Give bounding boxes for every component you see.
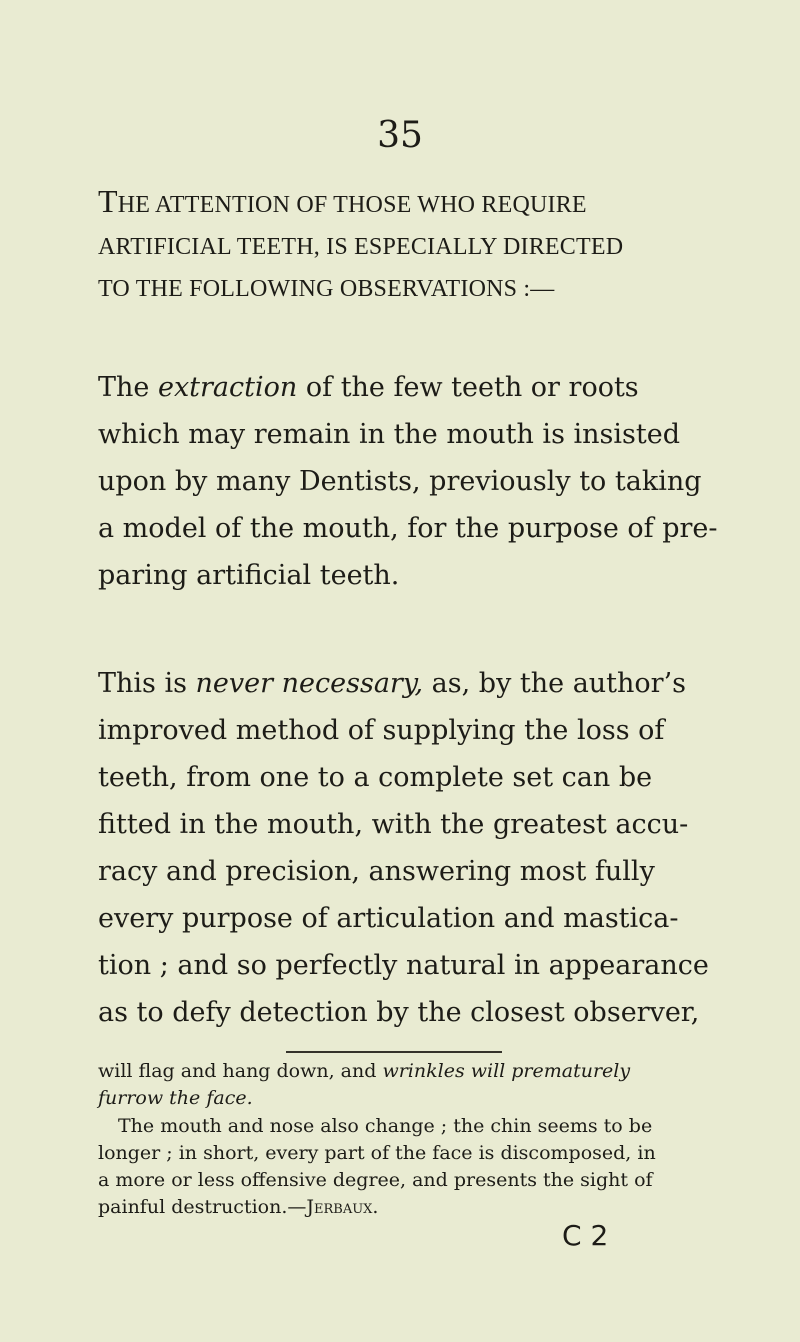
paragraph-line: improved method of supplying the loss of — [98, 715, 665, 746]
signature-mark: C 2 — [562, 1219, 609, 1252]
text-segment: of the few teeth or roots — [297, 372, 639, 403]
paragraph-line: fitted in the mouth, with the greatest accu- — [98, 809, 689, 840]
heading-line-2: ARTIFICIAL TEETH, IS ESPECIALLY DIRECTED — [98, 234, 624, 260]
paragraph-line — [98, 660, 738, 707]
footnote-line: longer ; in short, every part of the face is discomposed, in — [98, 1142, 656, 1164]
footnote-line — [98, 1058, 738, 1085]
paragraph-line: a model of the mouth, for the purpose of pre- — [98, 513, 718, 544]
footnote-line — [98, 1194, 738, 1221]
page-number: 35 — [377, 115, 423, 156]
text-segment: painful destruction.— — [98, 1196, 307, 1218]
text-segment: This is — [98, 668, 196, 699]
paragraph-line: which may remain in the mouth is insisted — [98, 419, 680, 450]
paragraph-line: upon by many Dentists, previously to taking — [98, 466, 702, 497]
footnote-author: Jerbaux. — [306, 1196, 379, 1218]
paragraph-line: paring artificial teeth. — [98, 560, 400, 591]
paragraph-extraction — [98, 364, 738, 599]
paragraph-line — [98, 364, 738, 411]
paragraph-line: every purpose of articulation and mastica- — [98, 903, 679, 934]
italic-emphasis: wrinkles will prematurely — [382, 1060, 631, 1082]
paragraph-line: racy and precision, answering most fully — [98, 856, 655, 887]
footnote-line: a more or less offensive degree, and presents the sight of — [98, 1169, 653, 1191]
paragraph-never-necessary — [98, 660, 738, 1036]
footnote-line — [98, 1085, 738, 1112]
paragraph-line: teeth, from one to a complete set can be — [98, 762, 653, 793]
italic-emphasis: extraction — [157, 372, 298, 403]
text-segment: will flag and hang down, and — [98, 1060, 383, 1082]
heading-line-1 — [98, 180, 738, 226]
footnote-line: The mouth and nose also change ; the chin seems to be — [118, 1115, 653, 1137]
paragraph-line: as to defy detection by the closest observer, — [98, 997, 700, 1028]
heading-line-1-text: HE ATTENTION OF THOSE WHO REQUIRE — [117, 192, 587, 218]
text-segment: The — [98, 372, 158, 403]
section-heading — [98, 180, 738, 310]
footnote-continuation — [98, 1058, 738, 1112]
text-segment: as, by the author’s — [423, 668, 687, 699]
heading-initial: T — [98, 183, 118, 219]
italic-emphasis: furrow the face. — [98, 1087, 253, 1109]
italic-emphasis: never necessary, — [195, 668, 424, 699]
paragraph-line: tion ; and so perfectly natural in appearance — [98, 950, 709, 981]
footnote-divider — [286, 1051, 502, 1053]
footnote-quote — [98, 1113, 738, 1221]
heading-line-3: TO THE FOLLOWING OBSERVATIONS :— — [98, 276, 555, 302]
